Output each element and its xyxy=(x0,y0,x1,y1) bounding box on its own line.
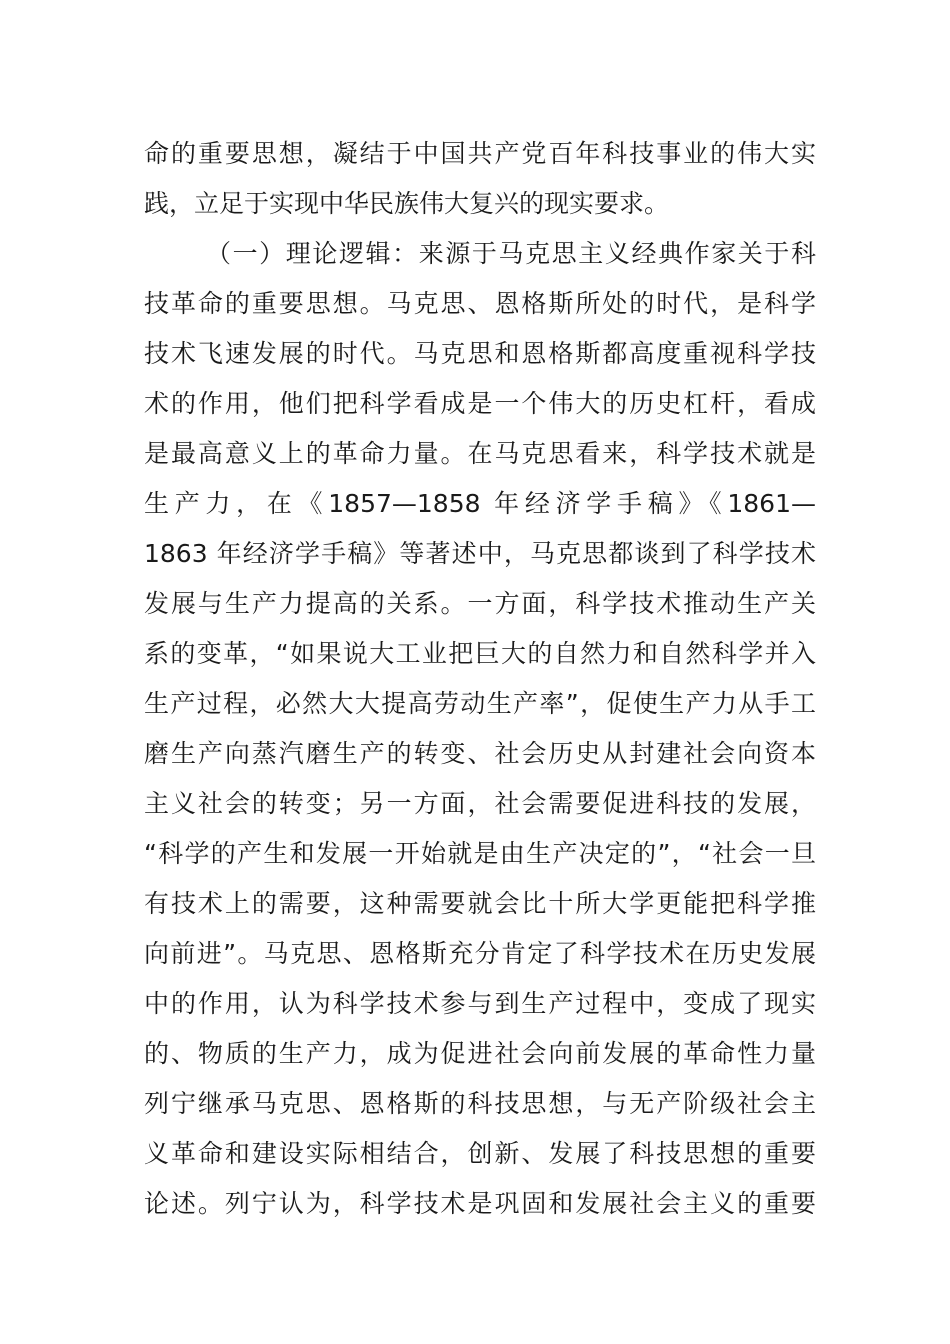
section-heading-line: （一）理论逻辑：来源于马克思主义经典作家关于科 xyxy=(206,239,816,268)
text-line-22: 论述。列宁认为，科学技术是巩固和发展社会主义的重要 xyxy=(144,1189,816,1218)
text-line-1: 命的重要思想，凝结于中国共产党百年科技事业的伟大实 xyxy=(144,139,816,168)
text-line-2: 践，立足于实现中华民族伟大复兴的现实要求。 xyxy=(144,189,670,218)
text-line-18: 中的作用，认为科学技术参与到生产过程中，变成了现实 xyxy=(144,989,816,1018)
text-line-17: 向前进”。马克思、恩格斯充分肯定了科学技术在历史发展 xyxy=(144,939,816,968)
text-line-15: “科学的产生和发展一开始就是由生产决定的”，“社会一旦 xyxy=(144,839,816,868)
text-line-20: 列宁继承马克思、恩格斯的科技思想，与无产阶级社会主 xyxy=(144,1089,816,1118)
text-line-10: 发展与生产力提高的关系。一方面，科学技术推动生产关 xyxy=(144,589,816,618)
text-line-21: 义革命和建设实际相结合，创新、发展了科技思想的重要 xyxy=(144,1139,816,1168)
body-text xyxy=(144,129,816,1229)
text-line-8: 生产力，在《1857—1858 年经济学手稿》《1861— xyxy=(144,489,816,518)
text-line-4: 技革命的重要思想。马克思、恩格斯所处的时代，是科学 xyxy=(144,289,816,318)
text-line-19: 的、物质的生产力，成为促进社会向前发展的革命性力量 xyxy=(144,1039,816,1068)
text-line-13: 磨生产向蒸汽磨生产的转变、社会历史从封建社会向资本 xyxy=(144,739,816,768)
text-line-9: 1863 年经济学手稿》等著述中，马克思都谈到了科学技术 xyxy=(144,539,816,568)
text-line-11: 系的变革，“如果说大工业把巨大的自然力和自然科学并入 xyxy=(144,639,816,668)
text-line-7: 是最高意义上的革命力量。在马克思看来，科学技术就是 xyxy=(144,439,816,468)
text-line-14: 主义社会的转变；另一方面，社会需要促进科技的发展， xyxy=(144,789,816,818)
text-line-5: 技术飞速发展的时代。马克思和恩格斯都高度重视科学技 xyxy=(144,339,816,368)
text-line-12: 生产过程，必然大大提高劳动生产率”，促使生产力从手工 xyxy=(144,689,816,718)
text-line-6: 术的作用，他们把科学看成是一个伟大的历史杠杆，看成 xyxy=(144,389,816,418)
text-line-16: 有技术上的需要，这种需要就会比十所大学更能把科学推 xyxy=(144,889,816,918)
